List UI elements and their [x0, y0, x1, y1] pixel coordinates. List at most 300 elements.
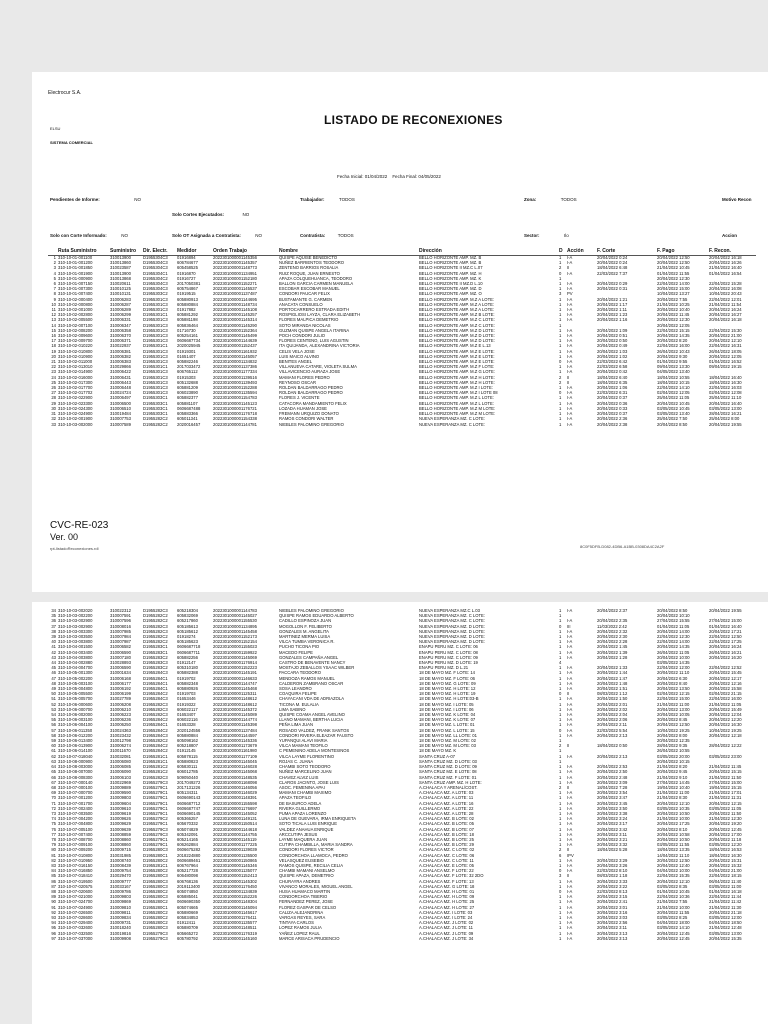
table-cell: NUEVA ESPERANZA MZ.C L.03: [419, 608, 480, 613]
table-cell: 20/04/2022 15:00: [657, 286, 690, 292]
table-cell: D1955304C3: [143, 286, 168, 292]
table-cell: 0606690350: [177, 899, 201, 905]
table-cell: SOSA LEANDRO: [279, 686, 312, 692]
table-cell: CALIZA ALEJANDRINA: [279, 909, 324, 915]
table-cell: 1: [559, 343, 562, 349]
filter-label: Solo Cortes Ejecutados:: [172, 212, 225, 217]
table-cell: D1955301C3: [143, 348, 168, 354]
table-cell: 20/04/2022 15:15: [709, 769, 742, 775]
table-cell: I-A: [567, 925, 573, 931]
filter-motivo: [722, 188, 752, 206]
table-cell: 310-10-07-005100: [58, 826, 93, 832]
table-cell: APAZA COLQUEHUANCA, TEODORO: [279, 275, 353, 281]
table-cell: 310-10-07-004200: [58, 816, 93, 822]
table-cell: 310006090: [110, 769, 131, 775]
table-cell: 2022301000001145160: [213, 935, 257, 941]
table-cell: 20/04/2022 17:25: [657, 821, 690, 827]
table-cell: 32: [51, 416, 56, 422]
table-cell: 2022301000001145089: [213, 712, 257, 718]
table-cell: 1: [559, 348, 562, 354]
table-cell: D1955282C3: [143, 608, 168, 613]
table-cell: D1955281C1: [143, 758, 168, 764]
table-cell: 310-10-03-002900: [58, 618, 93, 624]
table-cell: 03/05/2022 13:40: [657, 411, 690, 417]
table-cell: 21/04/2022 10:00: [657, 904, 690, 910]
table-cell: 310-10-05-005700: [58, 696, 93, 702]
table-cell: 2022301000001152364: [213, 327, 257, 333]
table-cell: 605880709: [177, 925, 198, 931]
table-cell: 18/04/2022 16:53: [709, 847, 742, 853]
table-cell: NUEVA ESPERANZA MZ. C LOTE:: [419, 421, 486, 427]
table-cell: 310-10-07-016850: [58, 868, 93, 874]
table-cell: 2022301000001152180: [213, 275, 257, 281]
table-cell: 1: [559, 748, 562, 754]
table-cell: D1955283C1: [143, 649, 168, 655]
header-divider: [48, 255, 756, 256]
table-cell: 2022301000001152413: [213, 873, 257, 879]
table-cell: A.CHALACA MZ. F LOTE: 13: [419, 878, 474, 884]
table-cell: 1: [559, 395, 562, 401]
table-cell: LOZADA HUAMAN JOSE: [279, 405, 327, 411]
table-cell: 1: [559, 764, 562, 770]
table-cell: 22/04/2022 12:52: [709, 665, 742, 671]
table-cell: 2022301000001144639: [213, 338, 257, 344]
table-cell: 2022301000001150514: [213, 821, 257, 827]
table-cell: 310-10-07-024700: [58, 899, 93, 905]
table-cell: 310-10-07-003500: [58, 810, 93, 816]
table-cell: 20/04/2022 1:23: [597, 312, 628, 318]
table-cell: 1: [559, 255, 562, 260]
table-cell: 20/04/2022 12:45: [709, 826, 742, 832]
table-cell: 20/04/2022 3:24: [597, 816, 628, 822]
table-cell: 09/04/2022 13:30: [657, 364, 690, 370]
table-cell: 20/04/2022 10:50: [657, 810, 690, 816]
table-cell: I-A: [567, 390, 573, 396]
table-cell: CLAROS JACINTO, JOSE LUIS: [279, 779, 339, 785]
table-cell: 18/04/2022 7:28: [597, 784, 628, 790]
table-cell: MARTINEZ MERMA LUISA: [279, 634, 331, 640]
table-cell: 18/04/2022 16:30: [709, 379, 742, 385]
table-cell: 20/04/2022 8:50: [657, 608, 688, 613]
table-cell: BELLO HORIZONTE AMP. M.Z A LOTE:: [419, 307, 495, 313]
table-cell: 20/04/2022 12:45: [657, 935, 690, 941]
table-cell: A.CHALACA MZ. I LOTE: 24: [419, 914, 473, 920]
table-cell: BELLO HORIZONTE AMP. M.Z A LOTE:: [419, 296, 495, 302]
table-cell: NIEBLES PALOMINO GREGORIO: [279, 421, 344, 427]
column-header: F. Recon.: [709, 248, 731, 254]
table-cell: BELLO HORIZONTE AMP. M.Z F LOTE:: [419, 364, 495, 370]
table-cell: 15: [51, 327, 56, 333]
table-cell: A.CHALACA MZ. F LOTE: 32 2DO: [419, 873, 484, 879]
table-cell: 01/04/2022 16:52: [709, 359, 742, 365]
table-cell: I-A: [567, 260, 573, 266]
table-cell: 01/04/2022 11:05: [657, 623, 690, 629]
table-cell: 01919322: [177, 701, 196, 707]
table-cell: SANTA CRUZ MZ. E LOTE: 08: [419, 769, 477, 775]
table-cell: BELLO HORIZONTE AMP. M.Z M LOTE:: [419, 405, 496, 411]
table-cell: 85: [51, 873, 56, 879]
table-cell: 18/04/2022 13:35: [657, 847, 690, 853]
table-cell: ANACATA CONSUELO: [279, 301, 323, 307]
table-cell: CONDORI RIVERA ELEAZAR FAUSTO: [279, 732, 354, 738]
table-cell: D1955280C3: [143, 883, 168, 889]
table-cell: 20/04/2022 1:39: [597, 649, 628, 655]
table-cell: 310006358: [110, 327, 131, 333]
table-cell: 2022301000001173679: [213, 743, 257, 749]
table-cell: 04/04/2022 21:00: [709, 868, 742, 874]
table-cell: 310006331: [110, 317, 131, 323]
table-cell: BELLO HORIZONTE AMP. M.Z D LOTE:: [419, 338, 495, 344]
table-cell: 20/04/2022 3:22: [597, 883, 628, 889]
table-cell: 20/04/2022 3:11: [597, 831, 627, 837]
table-cell: 605881198: [177, 317, 198, 323]
table-cell: 605881209: [177, 385, 198, 391]
table-cell: 310-10-07-037000: [58, 935, 93, 941]
table-cell: I-A: [567, 717, 573, 723]
table-cell: TINTAYA CARLOS: [279, 920, 314, 926]
table-cell: I-A: [567, 826, 573, 832]
table-cell: 10: [51, 301, 56, 307]
table-cell: D1955280C3: [143, 847, 168, 853]
table-cell: BELLO HORIZONTE AMP. M.Z C LOTE:: [419, 322, 495, 328]
table-cell: I-A: [567, 769, 573, 775]
table-cell: 2: [53, 260, 56, 266]
table-cell: III: [567, 623, 571, 629]
table-cell: VILCA TUMBA VERONICA R.: [279, 639, 335, 645]
table-cell: 605342091: [177, 831, 198, 837]
table-cell: 20/04/2022 12:18: [709, 732, 742, 738]
table-cell: 39: [51, 634, 56, 640]
table-cell: QUISPE RAMOS EDUARDO ALBERTO: [279, 613, 354, 619]
table-cell: 0606675282: [177, 847, 201, 853]
table-cell: 24: [51, 374, 56, 380]
table-cell: 3: [53, 265, 56, 271]
table-cell: A.CHALACA MZ. H LOTE: 01: [419, 888, 475, 894]
table-cell: 1: [559, 327, 562, 333]
filter-value: NO: [134, 197, 141, 202]
table-cell: VELASQUEZ EUSEBIO: [279, 857, 324, 863]
table-cell: 605185613: [177, 623, 198, 629]
table-cell: 04/04/2022 18:00: [657, 920, 690, 926]
table-cell: D1955280C3: [143, 925, 168, 931]
table-cell: 2022301000001154783: [213, 395, 257, 401]
table-cell: 310019816: [110, 930, 131, 936]
table-cell: 1: [559, 680, 562, 686]
table-cell: 2022301000001146028: [213, 764, 257, 770]
table-cell: 1: [559, 260, 562, 266]
table-cell: 1: [559, 805, 562, 811]
table-cell: II: [567, 847, 570, 853]
table-cell: 18 DE MAYO MZ. K: [419, 748, 457, 754]
table-cell: D1955282C2: [143, 634, 168, 640]
table-cell: 2022301000001177334: [213, 369, 257, 375]
report-page: [32, 72, 768, 1024]
table-cell: ZENTENO BARRIOS ROSALIA: [279, 265, 339, 271]
table-cell: 606767964: [177, 862, 198, 868]
table-cell: I-A: [567, 639, 573, 645]
table-cell: A.CHALACA MZ. F LOTE: 22: [419, 868, 474, 874]
filter-label: Trabajador:: [300, 197, 325, 202]
table-cell: 03/05/2022 11:05: [709, 805, 742, 811]
table-cell: 26/04/2022 11:05: [657, 649, 690, 655]
table-cell: 20/04/2022 2:11: [597, 722, 627, 728]
table-cell: NIEBLES PALOMINO GREGORIO: [279, 608, 344, 613]
table-cell: 20/04/2022 8:50: [657, 421, 688, 427]
table-cell: 21/04/2022 11:00: [657, 701, 690, 707]
table-cell: 20/04/2022 2:30: [597, 634, 628, 640]
table-cell: 20/04/2022 2:36: [597, 416, 628, 422]
table-cell: D1955282C3: [143, 701, 168, 707]
table-cell: 03/05/2022 11:55: [657, 842, 690, 848]
column-header: Medidor: [177, 248, 197, 254]
table-cell: 2022301000001145617: [213, 909, 257, 915]
table-cell: 18/04/2022 6:35: [597, 379, 628, 385]
table-cell: 1: [559, 857, 562, 863]
table-cell: BELLO HORIZONTE AMP. MZ. B: [419, 260, 482, 266]
table-cell: II: [567, 691, 570, 697]
table-cell: 310-10-01-007300: [58, 286, 93, 292]
table-cell: 1: [559, 405, 562, 411]
table-cell: 310007985: [110, 628, 131, 634]
table-cell: 20/04/2022 10:00: [657, 654, 690, 660]
table-cell: 2022301000001145458: [213, 628, 257, 634]
table-cell: I-A: [567, 727, 573, 733]
table-cell: D1955284C1: [143, 675, 168, 681]
table-cell: I-A: [567, 416, 573, 422]
table-cell: 20/04/2022 3:47: [597, 795, 628, 801]
table-cell: 20/04/2022 2:48: [597, 774, 628, 780]
table-cell: A.CHALACA MZ. J LOTE: 09: [419, 930, 474, 936]
table-cell: 310029470: [110, 873, 131, 879]
table-cell: 01/04/2022 16:18: [709, 888, 742, 894]
table-cell: 03/05/2022 12:00: [709, 914, 742, 920]
table-cell: 310009810: [110, 904, 131, 910]
table-cell: 310013900: [110, 255, 131, 260]
table-cell: MENDOZA RAMOS MANUEL: [279, 675, 335, 681]
table-cell: 1: [559, 717, 562, 723]
table-cell: 310-10-05-002200: [58, 675, 93, 681]
table-cell: 02/04/2022 12:15: [657, 691, 690, 697]
table-cell: 22/04/2022 16:31: [709, 343, 742, 349]
table-cell: 22/04/2022 16:00: [657, 343, 690, 349]
table-cell: 310-10-03-002020: [58, 608, 93, 613]
table-cell: 310-10-02-016000: [58, 374, 93, 380]
table-cell: I-A: [567, 790, 573, 796]
table-cell: 310-10-02-001000: [58, 307, 93, 313]
table-cell: 2022301000001145057: [213, 353, 257, 359]
table-cell: 91: [51, 904, 56, 910]
table-cell: 310009610: [110, 805, 131, 811]
table-cell: 20/04/2022 1:16: [597, 317, 628, 323]
table-cell: ROLDAN BALDARRAGO PEDRO: [279, 390, 343, 396]
subcompany-code: ELSU: [50, 126, 61, 131]
table-cell: 2022301000001176721: [213, 405, 257, 411]
table-cell: GONZALES CAMPAÑA ANGEL: [279, 654, 339, 660]
table-cell: 92: [51, 909, 56, 915]
table-cell: CONDORCHOA LLAMOCA, PEDRO: [279, 852, 348, 858]
table-cell: 20/04/2022 3:11: [597, 925, 627, 931]
table-cell: 21/04/2022 11:45: [709, 764, 742, 770]
table-cell: 310006590: [110, 665, 131, 671]
table-cell: 20/04/2022 16:40: [709, 400, 742, 406]
table-cell: D1955280C1: [143, 852, 168, 858]
table-cell: 2022301000001148734: [213, 301, 257, 307]
table-cell: 310-10-06-004100: [58, 722, 93, 728]
table-cell: A.CHALACA MZ. A LOTE: 03: [419, 790, 474, 796]
table-cell: 0: [559, 888, 562, 894]
table-cell: 03/05/2022 14:35: [657, 660, 690, 666]
table-cell: SANTA CRUZ AMP. MZ. H LOTE:: [419, 779, 482, 785]
table-cell: 28/04/2022 16:21: [709, 411, 742, 417]
table-cell: 20/04/2022 3:26: [597, 862, 628, 868]
table-cell: A.CHALACA MZ. B LOTE: 02: [419, 816, 474, 822]
table-cell: 27/04/2022 15:55: [657, 618, 690, 624]
table-cell: I-A: [567, 317, 573, 323]
table-cell: 310023587: [110, 265, 131, 271]
table-cell: 22/04/2022 18:15: [709, 873, 742, 879]
table-cell: 310-10-07-002400: [58, 805, 93, 811]
table-cell: 20/04/2022 1:51: [597, 686, 628, 692]
table-cell: 20/04/2022 1:33: [597, 665, 628, 671]
table-cell: 7: [53, 286, 56, 292]
table-cell: VILLAVICENCIO AURAZA JOSE: [279, 369, 341, 375]
table-cell: 2: [559, 743, 562, 749]
table-cell: 605185612: [177, 628, 198, 634]
table-cell: 310-10-03-002900: [58, 623, 93, 629]
table-cell: D1955283C2: [143, 665, 168, 671]
table-cell: 20/04/2022 3:09: [597, 779, 628, 785]
table-cell: 78: [51, 836, 56, 842]
table-cell: I-A: [567, 286, 573, 292]
table-cell: D1955282C3: [143, 774, 168, 780]
table-cell: 310-10-05-003100: [58, 680, 93, 686]
table-cell: 21/04/2022 10:25: [657, 301, 690, 307]
table-cell: 605011341: [177, 416, 198, 422]
table-cell: POCH CONDORI JULIO: [279, 333, 326, 339]
table-cell: CONDORCHOA TIBERIO: [279, 894, 328, 900]
table-cell: 51: [51, 696, 56, 702]
table-cell: 0606687718: [177, 644, 201, 650]
table-cell: I-A: [567, 421, 573, 427]
table-cell: 310009908: [110, 935, 131, 941]
table-cell: BELLO HORIZONTE AMP. MZ. K: [419, 275, 482, 281]
table-cell: I-A: [567, 935, 573, 941]
column-header: Ruta Suministro: [58, 248, 97, 254]
table-cell: 50: [51, 691, 56, 697]
table-cell: 35: [51, 613, 56, 619]
table-cell: 19/04/2022 15:15: [709, 784, 742, 790]
table-cell: 4: [559, 660, 562, 666]
table-cell: D1955284C2: [143, 717, 168, 723]
table-cell: I-A: [567, 712, 573, 718]
table-cell: BELLO HORIZONTE AMP. M.Z D LOTE:: [419, 327, 495, 333]
table-cell: 605217860: [177, 618, 198, 624]
table-cell: 18 DE MAYO MZ. K LOTE: 04: [419, 712, 476, 718]
table-cell: 2020025945: [177, 343, 201, 349]
table-cell: D1955280C1: [143, 904, 168, 910]
table-cell: 20/04/2022 11:10: [657, 670, 690, 676]
table-cell: QUISPE COAMA ANGEL AVELINO: [279, 712, 345, 718]
table-cell: 21/04/2022 9:10: [657, 774, 688, 780]
table-cell: 0606687734: [177, 338, 201, 344]
table-cell: 2022301000001145398: [213, 722, 257, 728]
page-break: [32, 592, 768, 602]
table-cell: 1: [559, 296, 562, 302]
table-cell: 21/04/2022 16:40: [709, 265, 742, 271]
table-cell: 605217728: [177, 868, 198, 874]
table-cell: CADILLO ESPINOZA JUAN: [279, 618, 332, 624]
table-cell: QUISPE APAZA, DEMETRIO: [279, 873, 334, 879]
table-cell: D1955279C1: [143, 795, 168, 801]
table-cell: D1955301C3: [143, 385, 168, 391]
table-cell: NUEVA ESPERANZA MZ. C LOTE:: [419, 618, 486, 624]
table-cell: 2022301000001137386: [213, 364, 257, 370]
filter-value: NO: [121, 233, 128, 238]
table-cell: 21: [51, 359, 56, 365]
table-cell: 20/04/2022 10:58: [657, 831, 690, 837]
table-cell: 2020016457: [177, 421, 201, 427]
table-cell: 18 DE MAYO MZ. M LOTE: 02: [419, 738, 476, 744]
table-cell: 01916870: [177, 270, 196, 276]
table-cell: 22/03/2022 6:58: [597, 364, 628, 370]
table-cell: 2022301000001176319: [213, 930, 257, 936]
table-cell: 80: [51, 847, 56, 853]
table-cell: 1: [559, 753, 562, 759]
table-cell: 2022301000001145302: [213, 878, 257, 884]
table-cell: 2022301000001145357: [213, 260, 257, 266]
table-cell: 310008860: [110, 836, 131, 842]
table-cell: 605132688: [177, 379, 198, 385]
table-cell: 20/04/2022 9:45: [657, 769, 688, 775]
table-cell: D1955303C2: [143, 291, 168, 297]
table-cell: 18/04/2022 16:30: [709, 852, 742, 858]
table-cell: 2017049272: [177, 779, 201, 785]
table-cell: A.CHALACA MZ. J LOTE: 34: [419, 935, 474, 941]
table-cell: 310018240: [110, 925, 131, 931]
table-cell: 605882246: [177, 359, 198, 365]
table-cell: 606022116: [177, 717, 198, 723]
table-cell: 310024363: [110, 727, 131, 733]
table-cell: I-A: [567, 795, 573, 801]
table-cell: I-A: [567, 904, 573, 910]
table-cell: 20/04/2022 3:01: [597, 904, 628, 910]
table-cell: 20/04/2022 1:17: [597, 301, 628, 307]
table-cell: 0606689461: [177, 857, 201, 863]
table-cell: MARCE ARISACA PRUDENCIO: [279, 935, 340, 941]
table-cell: D1955282C3: [143, 623, 168, 629]
table-cell: 1: [559, 281, 562, 287]
table-cell: 01912411: [177, 920, 196, 926]
table-cell: 20/04/2022 7:55: [657, 296, 688, 302]
table-cell: 22/04/2022 12:30: [657, 634, 690, 640]
table-cell: 605880913: [177, 296, 198, 302]
table-cell: 605880823: [177, 758, 198, 764]
table-cell: 310-10-02-024300: [58, 405, 93, 411]
table-cell: 20/04/2022 12:17: [709, 675, 742, 681]
table-cell: 310009803: [110, 795, 131, 801]
table-cell: 03/05/2022 10:35: [657, 805, 690, 811]
table-cell: 20/04/2022 19:55: [709, 608, 742, 613]
table-cell: 20/04/2022 0:49: [597, 343, 628, 349]
table-cell: 03/05/2022 20:00: [657, 753, 690, 759]
table-cell: 26/04/2022 16:21: [709, 649, 742, 655]
table-cell: D1955282C2: [143, 738, 168, 744]
table-cell: 20/04/2022 1:47: [597, 675, 628, 681]
table-cell: 94: [51, 920, 56, 926]
table-cell: VILCA LAYME FLORENTINO: [279, 753, 335, 759]
table-cell: 20/04/2022 12:35: [657, 738, 690, 744]
table-cell: 310029866: [110, 364, 131, 370]
